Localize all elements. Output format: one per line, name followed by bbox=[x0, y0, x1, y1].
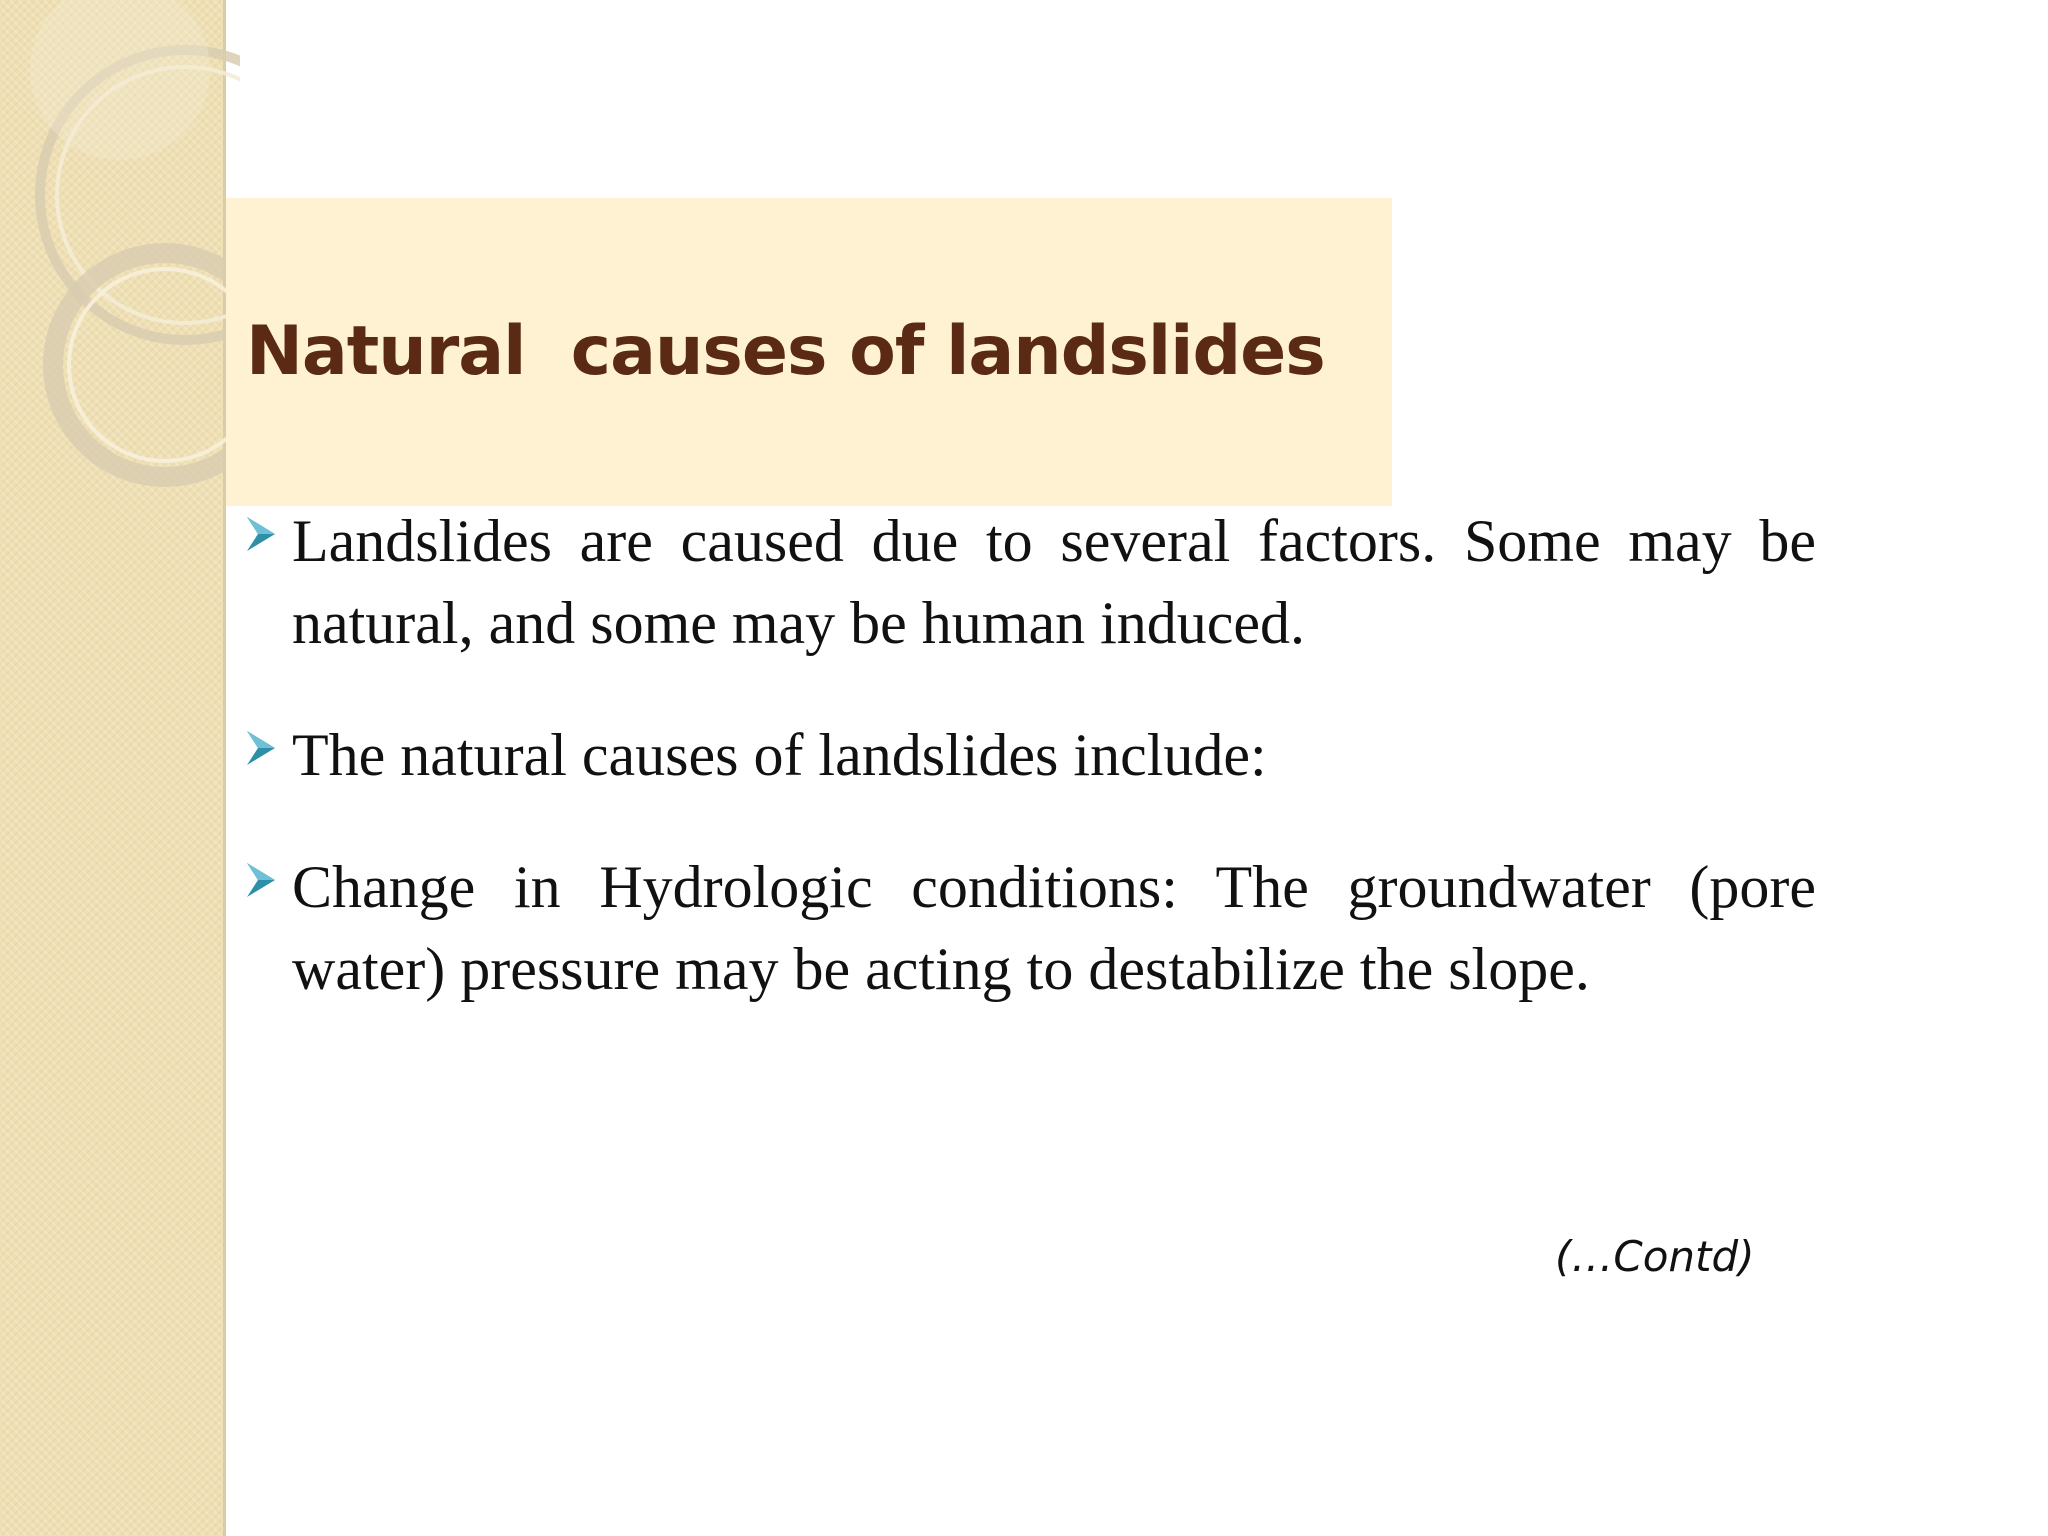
bullet-text: Landslides are caused due to several factors. Some may be natural, and some may be human induced. bbox=[292, 508, 1816, 656]
ring-decoration bbox=[0, 0, 240, 520]
continued-note: (…Contd) bbox=[1555, 1232, 1755, 1281]
slide-title: Natural causes of landslides bbox=[246, 312, 1325, 391]
bullet-text: The natural causes of landslides include: bbox=[292, 722, 1267, 788]
bullet-item bbox=[244, 714, 1816, 796]
arrow-bullet-icon bbox=[244, 860, 278, 900]
bullet-item bbox=[244, 500, 1816, 664]
arrow-bullet-icon bbox=[244, 728, 278, 768]
arrow-bullet-icon bbox=[244, 514, 278, 554]
bullet-text: Change in Hydrologic conditions: The groundwater (pore water) pressure may be acting to destabilize the slope. bbox=[292, 854, 1816, 1002]
bullet-item bbox=[244, 846, 1816, 1010]
bullet-list bbox=[244, 500, 1816, 1060]
